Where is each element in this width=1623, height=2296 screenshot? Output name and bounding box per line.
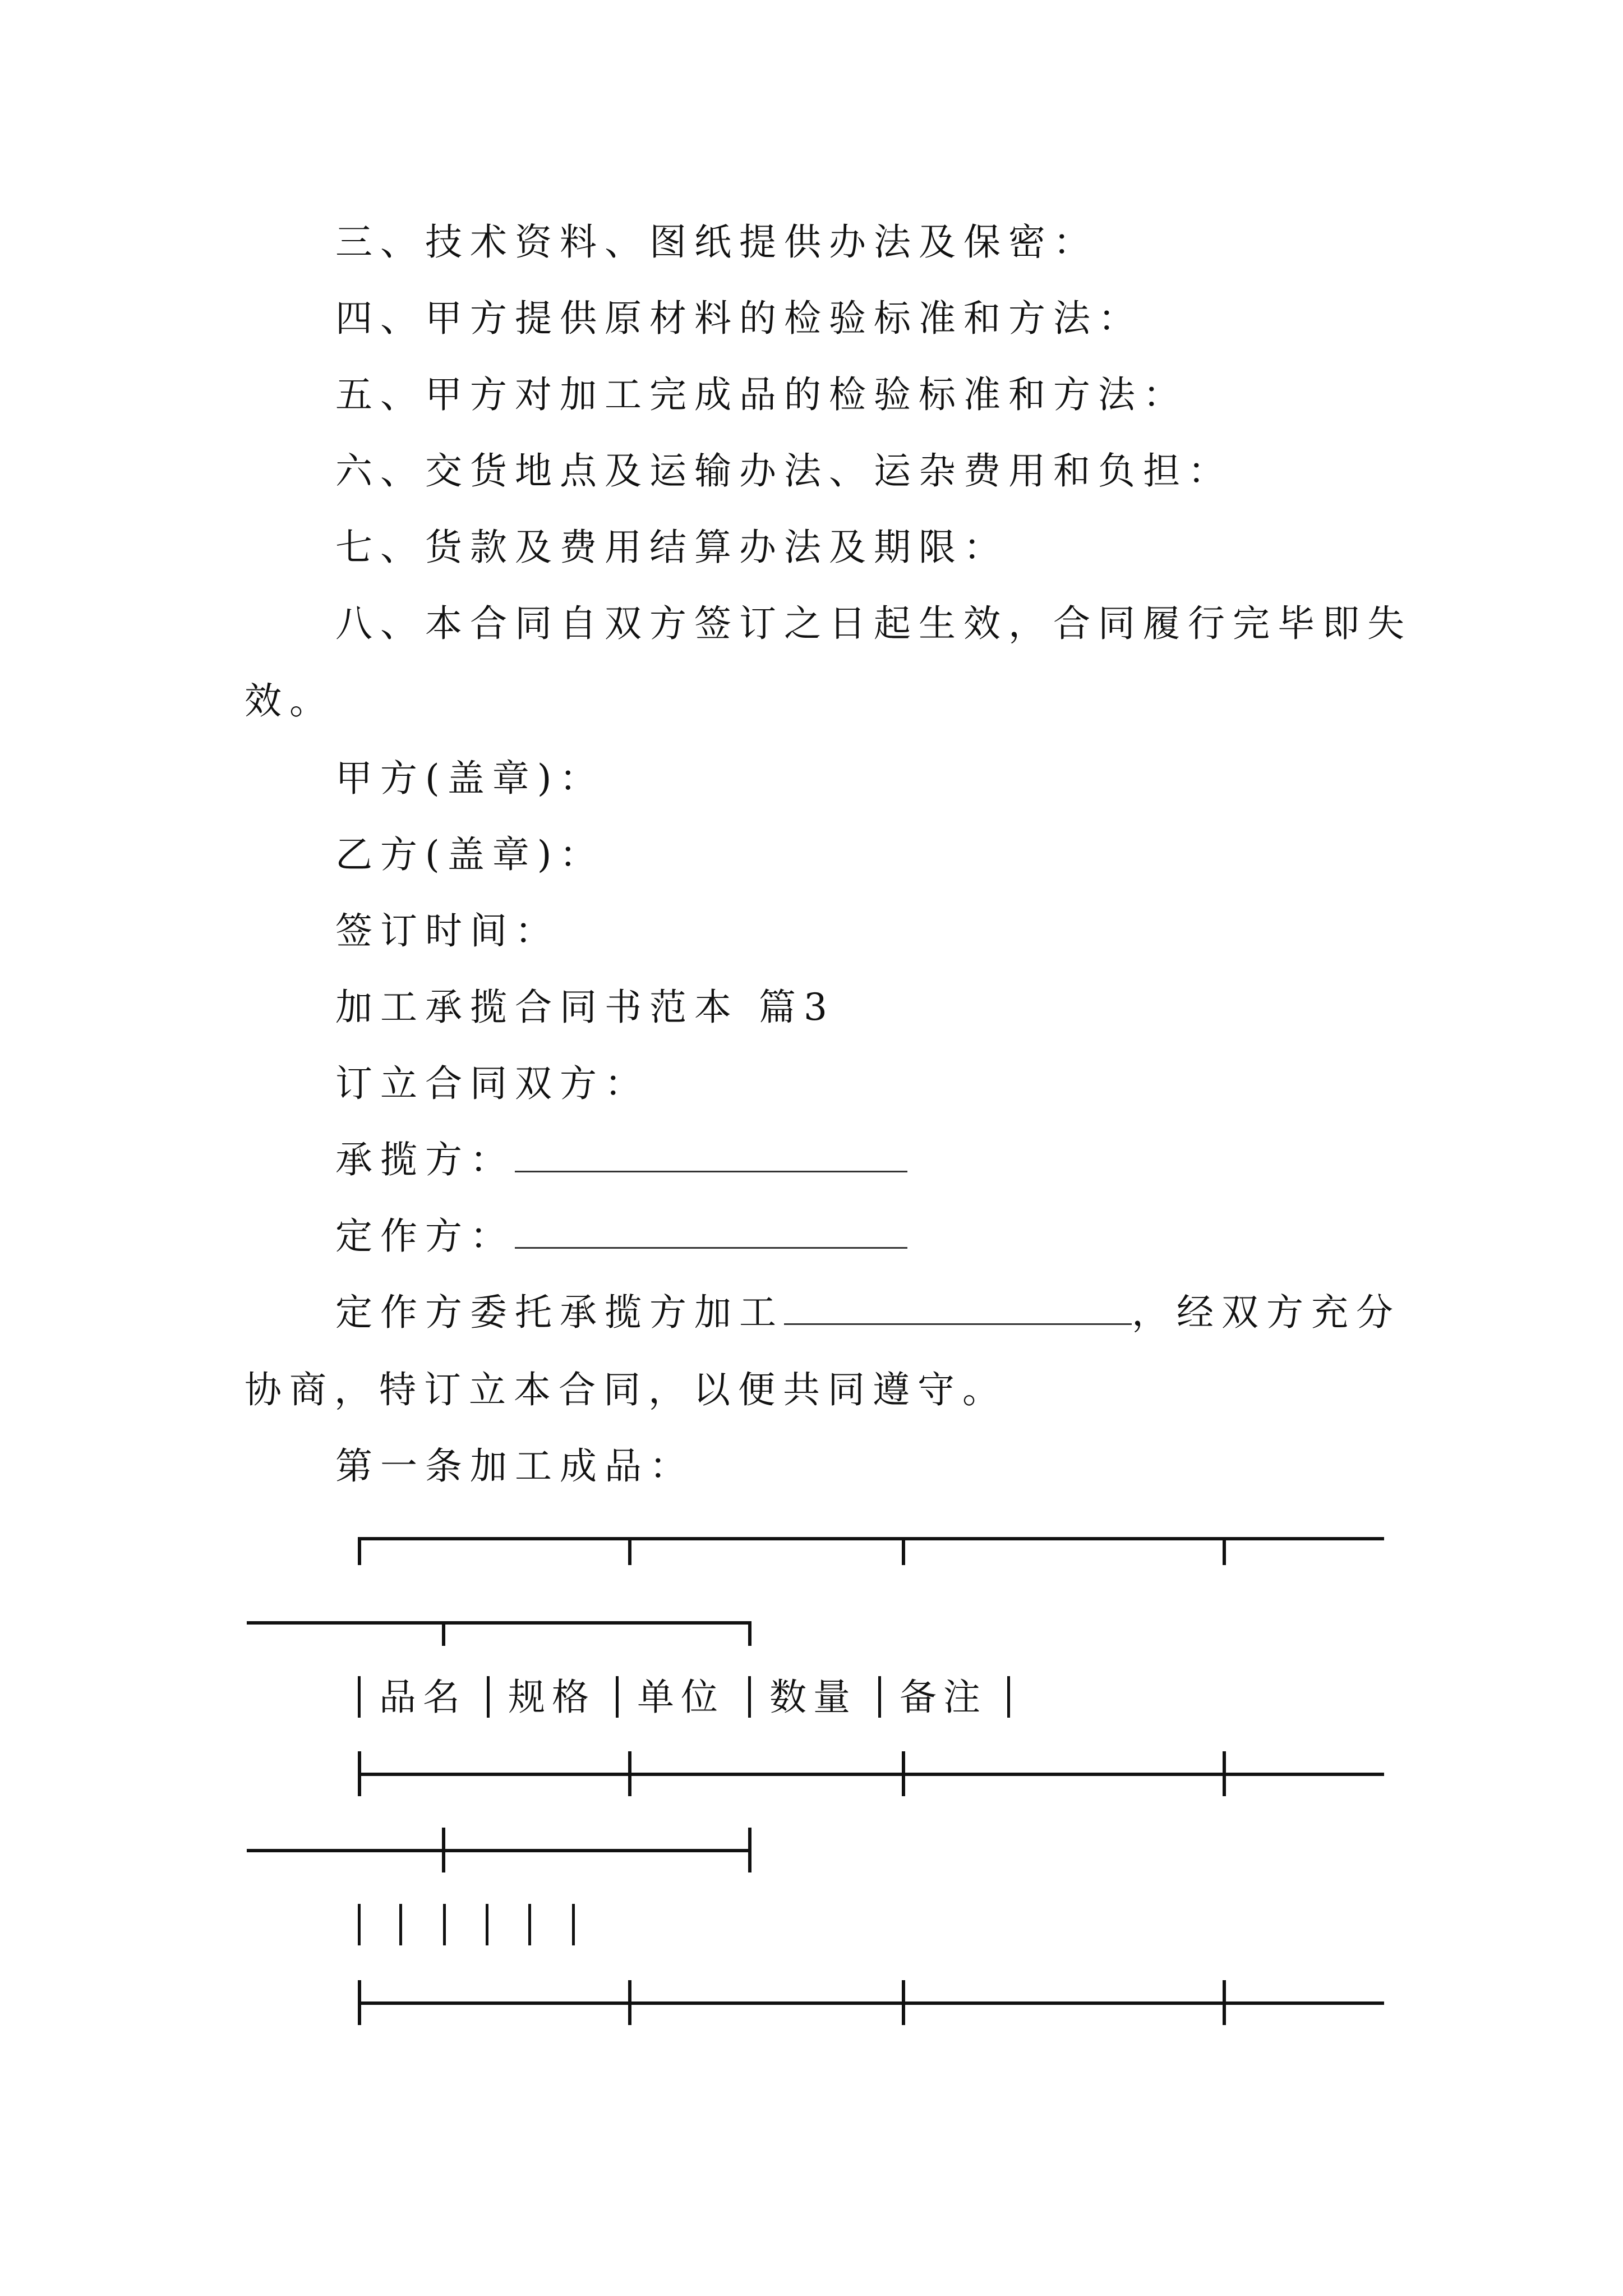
header-remark: 备注 bbox=[900, 1676, 987, 1719]
header-spec: 规格 bbox=[508, 1676, 596, 1719]
party-a-seal-line: 甲方(盖章)： bbox=[335, 757, 605, 800]
contractor-blank[interactable] bbox=[515, 1139, 907, 1172]
item-7-line: 七、货款及费用结算办法及期限： bbox=[335, 526, 1008, 569]
item-8-continuation: 效。 bbox=[245, 679, 334, 723]
orderer-label: 定作方： bbox=[335, 1214, 515, 1258]
item-3-line: 三、技术资料、图纸提供办法及保密： bbox=[335, 220, 1098, 264]
contractor-line bbox=[335, 1138, 907, 1182]
orderer-blank[interactable] bbox=[515, 1216, 907, 1249]
item-6-line: 六、交货地点及运输办法、运杂费用和负担： bbox=[335, 449, 1233, 493]
header-name: 品名 bbox=[379, 1676, 467, 1719]
commission-line bbox=[335, 1290, 1401, 1335]
commission-text-post: ，经双方充分 bbox=[1132, 1291, 1401, 1334]
section-title: 加工承揽合同书范本 篇3 bbox=[335, 986, 835, 1029]
article-1-line: 第一条加工成品： bbox=[335, 1444, 694, 1488]
contractor-label: 承揽方： bbox=[335, 1138, 515, 1181]
commission-text-pre: 定作方委托承揽方加工 bbox=[335, 1291, 784, 1334]
item-4-line: 四、甲方提供原材料的检验标准和方法： bbox=[335, 297, 1143, 340]
commission-continuation: 协商，特订立本合同，以便共同遵守。 bbox=[245, 1368, 1007, 1411]
item-5-line: 五、甲方对加工完成品的检验标准和方法： bbox=[335, 373, 1188, 416]
party-b-seal-line: 乙方(盖章)： bbox=[335, 833, 605, 876]
orderer-line bbox=[335, 1214, 907, 1259]
processing-item-blank[interactable] bbox=[784, 1292, 1132, 1325]
sign-date-line: 签订时间： bbox=[335, 909, 560, 953]
header-quantity: 数量 bbox=[769, 1676, 857, 1719]
item-8-line: 八、本合同自双方签订之日起生效，合同履行完毕即失 bbox=[335, 602, 1412, 645]
contract-parties-line: 订立合同双方： bbox=[335, 1062, 649, 1105]
header-unit: 单位 bbox=[637, 1676, 725, 1719]
